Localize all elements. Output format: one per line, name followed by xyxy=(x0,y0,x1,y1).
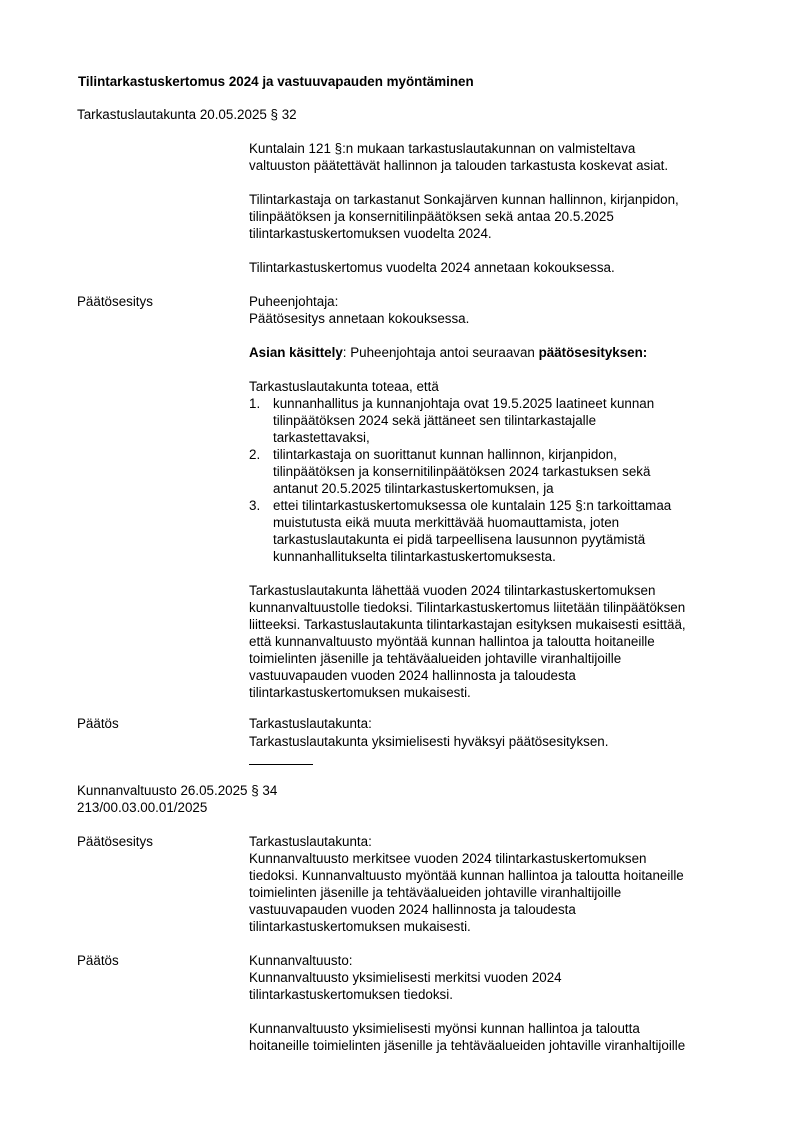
list-number: 1. xyxy=(249,396,261,411)
list-item-line: tilinpäätöksen 2024 sekä jättäneet sen tilintarkastajalle xyxy=(273,413,597,428)
list-item-line: antanut 20.5.2025 tilintarkastuskertomuksen, ja xyxy=(273,481,554,496)
section2-header: Kunnanvaltuusto 26.05.2025 § 34 xyxy=(77,783,278,798)
list-number: 2. xyxy=(249,447,261,462)
handling-text: : Puheenjohtaja antoi seuraavan xyxy=(342,345,539,360)
separator-line xyxy=(249,764,313,765)
handling-line xyxy=(249,345,647,362)
list-item-line: kunnanhallitus ja kunnanjohtaja ovat 19.5.2025 laatineet kunnan xyxy=(273,396,655,411)
handling-bold: Asian käsittely xyxy=(249,345,343,360)
auditor-line: Tilintarkastaja on tarkastanut Sonkajärven kunnan hallinnon, kirjanpidon, xyxy=(249,192,679,207)
forward-line: toimielinten jäsenille ja tehtäväalueiden johtaville viranhaltijoille xyxy=(249,651,622,666)
proposal-line: Kunnanvaltuusto merkitsee vuoden 2024 tilintarkastuskertomuksen xyxy=(249,851,647,866)
report-note: Tilintarkastuskertomus vuodelta 2024 annetaan kokouksessa. xyxy=(249,260,615,275)
auditor-line: tilintarkastuskertomuksen vuodelta 2024. xyxy=(249,226,492,241)
decision-line: tilintarkastuskertomuksen tiedoksi. xyxy=(249,987,453,1002)
proposal-who: Puheenjohtaja: xyxy=(249,294,339,309)
list-item-line: tilinpäätöksen ja konsernitilinpäätöksen 2024 tarkastuksen sekä xyxy=(273,464,651,479)
list-item-line: tarkastuslautakunta ei pidä tarpeellisena lausunnon pyytämistä xyxy=(273,532,646,547)
intro-line: valtuuston päätettävät hallinnon ja talouden tarkastusta koskevat asiat. xyxy=(249,158,669,173)
decision-text: Tarkastuslautakunta yksimielisesti hyväksyi päätösesityksen. xyxy=(249,734,609,749)
forward-line: liitteeksi. Tarkastuslautakunta tilintarkastajan esityksen mukaisesti esittää, xyxy=(249,617,686,632)
states-intro: Tarkastuslautakunta toteaa, että xyxy=(249,379,439,394)
decision-who: Kunnanvaltuusto: xyxy=(249,953,353,968)
list-item-line: kunnanhallitukselta tilintarkastuskertomuksesta. xyxy=(273,549,556,564)
section2-ref: 213/00.03.00.01/2025 xyxy=(77,800,208,815)
proposal-who: Tarkastuslautakunta: xyxy=(249,834,372,849)
forward-line: että kunnanvaltuusto myöntää kunnan hallintoa ja taloutta hoitaneille xyxy=(249,634,655,649)
section1-header: Tarkastuslautakunta 20.05.2025 § 32 xyxy=(77,107,297,122)
decision-label: Päätös xyxy=(77,716,119,731)
list-item-line: muistutusta eikä muuta merkittävää huomauttamista, joten xyxy=(273,515,620,530)
handling-bold: päätösesityksen: xyxy=(538,345,648,360)
list-number: 3. xyxy=(249,498,261,513)
final-line: Kunnanvaltuusto yksimielisesti myönsi kunnan hallintoa ja taloutta xyxy=(249,1021,640,1036)
proposal-line: tilintarkastuskertomuksen mukaisesti. xyxy=(249,919,471,934)
list-item-line: tilintarkastaja on suorittanut kunnan hallinnon, kirjanpidon, xyxy=(273,447,617,462)
decision-who: Tarkastuslautakunta: xyxy=(249,716,372,731)
forward-line: vastuuvapauden vuoden 2024 hallinnosta ja taloudesta xyxy=(249,668,576,683)
forward-line: Tarkastuslautakunta lähettää vuoden 2024 tilintarkastuskertomuksen xyxy=(249,583,656,598)
list-item-line: ettei tilintarkastuskertomuksessa ole kuntalain 125 §:n tarkoittamaa xyxy=(273,498,672,513)
proposal-line: tiedoksi. Kunnanvaltuusto myöntää kunnan hallintoa ja taloutta hoitaneille xyxy=(249,868,684,883)
proposal-line: vastuuvapauden vuoden 2024 hallinnosta ja taloudesta xyxy=(249,902,576,917)
auditor-line: tilinpäätöksen ja konsernitilinpäätöksen sekä antaa 20.5.2025 xyxy=(249,209,614,224)
forward-line: kunnanvaltuustolle tiedoksi. Tilintarkastuskertomus liitetään tilinpäätöksen xyxy=(249,600,686,615)
proposal-line: toimielinten jäsenille ja tehtäväalueiden johtaville viranhaltijoille xyxy=(249,885,622,900)
forward-line: tilintarkastuskertomuksen mukaisesti. xyxy=(249,685,471,700)
document-title: Tilintarkastuskertomus 2024 ja vastuuvapauden myöntäminen xyxy=(78,74,474,89)
decision-line: Kunnanvaltuusto yksimielisesti merkitsi vuoden 2024 xyxy=(249,970,562,985)
proposal-label: Päätösesitys xyxy=(77,294,153,309)
list-item-line: tarkastettavaksi, xyxy=(273,430,370,445)
decision-label: Päätös xyxy=(77,953,119,968)
proposal-label: Päätösesitys xyxy=(77,834,153,849)
proposal-text: Päätösesitys annetaan kokouksessa. xyxy=(249,311,470,326)
final-line: hoitaneille toimielinten jäsenille ja tehtäväalueiden johtaville viranhaltijoille xyxy=(249,1038,686,1053)
intro-line: Kuntalain 121 §:n mukaan tarkastuslautakunnan on valmisteltava xyxy=(249,141,636,156)
